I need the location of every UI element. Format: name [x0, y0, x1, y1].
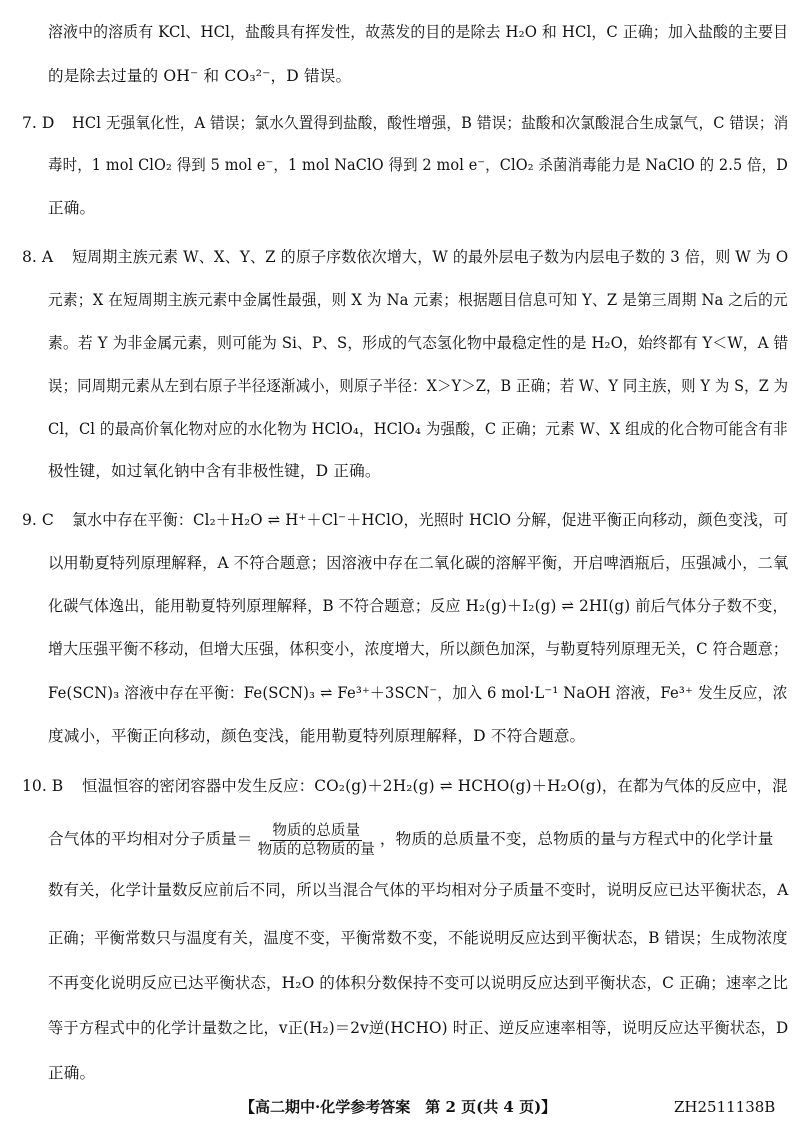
- intro-line-2: 的是除去过量的 OH⁻ 和 CO₃²⁻，D 错误。: [48, 67, 352, 85]
- fraction-numerator: 物质的总质量: [272, 822, 361, 839]
- page-footer: 【高二期中·化学参考答案 第 2 页(共 4 页)】: [240, 1098, 557, 1116]
- q10-line-1: 恒温恒容的密闭容器中发生反应：CO₂(g)＋2H₂(g) ⇌ HCHO(g)＋H₂O(g)，在都为气体的反应中，混: [82, 777, 788, 795]
- q9-line-2: 以用勒夏特列原理解释，A 不符合题意；因溶液中存在二氧化碳的溶解平衡，开启啤酒瓶后，压强减小，二氧: [48, 554, 789, 572]
- document-code: ZH2511138B: [674, 1098, 776, 1116]
- q10-line-2-after: ，物质的总质量不变，总物质的量与方程式中的化学计量: [379, 830, 774, 848]
- intro-line-1: 溶液中的溶质有 KCl、HCl，盐酸具有挥发性，故蒸发的目的是除去 H₂O 和 HCl，C 正确；加入盐酸的主要目: [48, 23, 789, 41]
- q9-line-6: 度减小，平衡正向移动，颜色变浅，能用勒夏特列原理解释，D 不符合题意。: [48, 727, 586, 745]
- q10-line-7: 正确。: [48, 1064, 96, 1082]
- q8-line-5: Cl，Cl 的最高价氧化物对应的水化物为 HClO₄，HClO₄ 为强酸，C 正确；元素 W、X 组成的化合物可能含有非: [48, 420, 788, 438]
- q7-line-3: 正确。: [48, 199, 96, 217]
- molar-mass-fraction: [256, 822, 377, 859]
- q10-label: 10. B: [22, 777, 64, 795]
- q8-label: 8. A: [22, 248, 54, 266]
- q10-line-2: [48, 820, 773, 859]
- q10-line-6: 等于方程式中的化学计量数之比，v正(H₂)＝2v逆(HCHO) 时正、逆反应速率相等，说明反应达平衡状态，D: [48, 1019, 789, 1037]
- q8-line-6: 极性键，如过氧化钠中含有非极性键，D 正确。: [48, 462, 381, 480]
- q8-line-2: 元素；X 在短周期主族元素中金属性最强，则 X 为 Na 元素；根据题目信息可知 Y、Z 是第三周期 Na 之后的元: [48, 291, 788, 309]
- q9-line-5: Fe(SCN)₃ 溶液中存在平衡：Fe(SCN)₃ ⇌ Fe³⁺＋3SCN⁻，加入 6 mol·L⁻¹ NaOH 溶液，Fe³⁺ 发生反应，浓: [48, 684, 788, 702]
- q9-line-1: 氯水中存在平衡：Cl₂＋H₂O ⇌ H⁺＋Cl⁻＋HClO，光照时 HClO 分解，促进平衡正向移动，颜色变浅，可: [72, 511, 789, 529]
- q8-line-4: 误；同周期元素从左到右原子半径逐渐减小，则原子半径：X＞Y＞Z，B 正确；若 W、Y 同主族，则 Y 为 S，Z 为: [48, 377, 789, 395]
- fraction-denominator: 物质的总物质的量: [257, 841, 375, 858]
- q9-line-3: 化碳气体逸出，能用勒夏特列原理解释，B 不符合题意；反应 H₂(g)＋I₂(g) ⇌ 2HI(g) 前后气体分子数不变，: [48, 597, 788, 615]
- q7-label: 7. D: [22, 114, 55, 132]
- q9-line-4: 增大压强平衡不移动，但增大压强，体积变小，浓度增大，所以颜色加深，与勒夏特列原理无关，C 符合题意；: [48, 640, 788, 658]
- q9-label: 9. C: [22, 511, 54, 529]
- q7-line-1: HCl 无强氧化性，A 错误；氯水久置得到盐酸，酸性增强，B 错误；盐酸和次氯酸混合生成氯气，C 错误；消: [72, 114, 789, 132]
- q8-line-1: 短周期主族元素 W、X、Y、Z 的原子序数依次增大，W 的最外层电子数为内层电子数的 3 倍，则 W 为 O: [72, 248, 789, 266]
- q10-line-2-before: 合气体的平均相对分子质量＝: [48, 830, 253, 848]
- q10-line-3: 数有关，化学计量数反应前后不同，所以当混合气体的平均相对分子质量不变时，说明反应已达平衡状态，A: [48, 881, 789, 899]
- q8-line-3: 素。若 Y 为非金属元素，则可能为 Si、P、S，形成的气态氢化物中最稳定性的是 H₂O，始终都有 Y＜W，A 错: [48, 334, 789, 352]
- q10-line-4: 正确；平衡常数只与温度有关，温度不变，平衡常数不变，不能说明反应达到平衡状态，B 错误；生成物浓度: [48, 929, 788, 947]
- q10-line-5: 不再变化说明反应已达平衡状态，H₂O 的体积分数保持不变可以说明反应达到平衡状态，C 正确；速率之比: [48, 974, 789, 992]
- q7-line-2: 毒时，1 mol ClO₂ 得到 5 mol e⁻，1 mol NaClO 得到 2 mol e⁻，ClO₂ 杀菌消毒能力是 NaClO 的 2.5 倍，D: [48, 156, 788, 174]
